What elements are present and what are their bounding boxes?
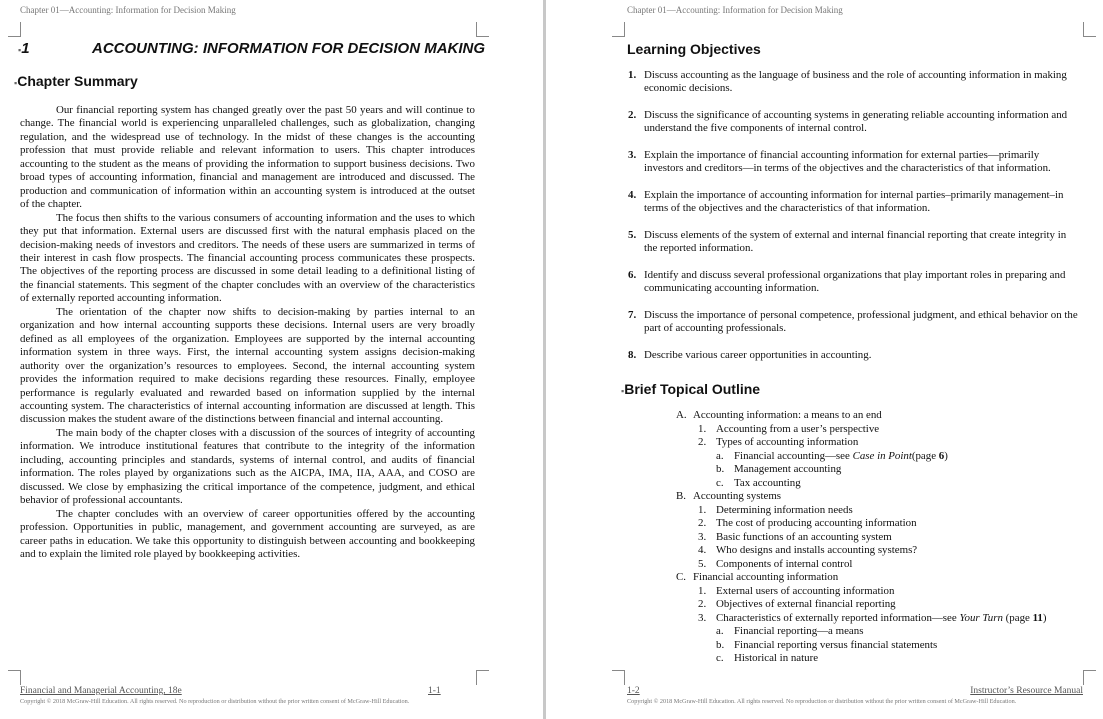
- outline-text: Basic functions of an accounting system: [716, 530, 892, 543]
- outline-item: [716, 639, 1096, 653]
- footer-page-number: 1-2: [627, 686, 640, 696]
- outline-label: 1.: [698, 584, 707, 597]
- topical-outline: [676, 409, 1096, 666]
- outline-item: [676, 490, 1096, 504]
- outline-text: Financial accounting—see: [734, 449, 853, 462]
- document-page-2[interactable]: [546, 0, 1103, 719]
- outline-page-text: (page: [1002, 611, 1033, 624]
- objective-item: [628, 149, 1078, 175]
- outline-item: [698, 544, 1096, 558]
- objective-item: [628, 309, 1078, 335]
- outline-label: 2.: [698, 436, 707, 448]
- crop-mark: [8, 670, 21, 685]
- crop-mark: [612, 22, 625, 37]
- outline-text: Characteristics of externally reported information—see: [716, 611, 960, 624]
- outline-label: 1.: [698, 422, 707, 435]
- outline-label: 3.: [698, 530, 707, 543]
- crop-mark: [1083, 22, 1096, 37]
- running-header: Chapter 01—Accounting: Information for Decision Making: [627, 5, 843, 15]
- summary-paragraph: The chapter concludes with an overview of career opportunities offered by the accounting profession. Opportunities in public, management, and government accounting are surveyed, as are career paths in education. We take this opportunity to distinguish between accounting and bookkeeping and to explain the limited role played by bookkeeping activities.: [20, 507, 475, 560]
- outline-text: Objectives of external financial reporting: [716, 598, 896, 610]
- outline-item: [716, 463, 1096, 477]
- outline-page-number: 6: [938, 449, 945, 462]
- objective-item: [628, 189, 1078, 215]
- learning-objectives-list: [628, 69, 1078, 376]
- copyright-notice: Copyright © 2018 McGraw-Hill Education. All rights reserved. No reproduction or distribution without the prior written consent of McGraw-Hill Education.: [20, 698, 410, 705]
- objective-number: 7.: [628, 309, 637, 321]
- outline-item: [716, 625, 1096, 639]
- outline-label: b.: [716, 463, 725, 475]
- footer-book-title: Financial and Managerial Accounting, 18e: [20, 686, 182, 696]
- outline-label: C.: [676, 571, 686, 583]
- outline-reference: Case in Point: [852, 449, 912, 462]
- outline-item: [716, 450, 1096, 464]
- objective-text: Discuss accounting as the language of business and the role of accounting information in making economic decisions.: [644, 69, 1067, 94]
- objective-text: Explain the importance of financial accounting information for external parties—primarily investors and creditors—in terms of the objectives and the characteristics of that information.: [644, 149, 1051, 174]
- outline-label: c.: [716, 652, 724, 664]
- summary-paragraph: The focus then shifts to the various consumers of accounting information and the uses to which they put that information. External users are discussed first with the natural emphasis placed on the decision-making needs of investors and creditors. The needs of these users are summarized in terms of their interest in cash flow prospects. The financial accounting process communicates these prospects. The objectives of the reporting process are discussed in some detail leading to a definitional listing of the financial statements. This segment of the chapter concludes with an overview of the characteristics of externally reported accounting information.: [20, 211, 475, 305]
- objective-item: [628, 349, 1078, 362]
- outline-close: ): [1042, 611, 1047, 624]
- outline-item: [676, 409, 1096, 423]
- chapter-title: ACCOUNTING: INFORMATION FOR DECISION MAKING: [92, 40, 486, 57]
- outline-label: A.: [676, 409, 687, 421]
- outline-item: [698, 585, 1096, 599]
- objective-item: [628, 69, 1078, 95]
- objective-item: [628, 109, 1078, 135]
- outline-text: The cost of producing accounting information: [716, 517, 917, 529]
- objective-item: [628, 269, 1078, 295]
- crop-mark: [476, 22, 489, 37]
- outline-item: [716, 652, 1096, 666]
- footer-manual-title: Instructor’s Resource Manual: [970, 686, 1083, 696]
- section-title-summary: ▪Chapter Summary: [14, 73, 138, 89]
- objective-item: [628, 229, 1078, 255]
- objective-number: 2.: [628, 109, 637, 121]
- objective-text: Discuss elements of the system of external and internal financial reporting that create integrity in the reported information.: [644, 229, 1067, 254]
- objective-text: Describe various career opportunities in accounting.: [644, 349, 872, 361]
- outline-text: Accounting information: a means to an end: [693, 409, 882, 421]
- objective-number: 4.: [628, 189, 637, 201]
- section-title-outline: ▪Brief Topical Outline: [621, 381, 761, 397]
- objective-number: 1.: [628, 69, 637, 81]
- outline-item: [698, 504, 1096, 518]
- outline-text: Historical in nature: [734, 652, 819, 664]
- summary-paragraph: The orientation of the chapter now shifts to decision-making by parties internal to an organization and how internal accounting supports these decisions. Internal users are very broadly defined as all employees of the organization. Employees are supported by the internal accounting information system in three ways. First, the internal accounting system assigns decision-making authority over the organization’s resources to employees. Second, the internal accounting system provides the information required to make decisions regarding these resources. Finally, employee performance is regularly evaluated and rewarded based on information supplied by the internal accounting system. The characteristics of internal accounting information are discussed at length. This discussion makes the student aware of the distinctions between financial and internal accounting.: [20, 305, 475, 426]
- outline-text: Determining information needs: [716, 503, 853, 516]
- outline-label: 1.: [698, 503, 707, 516]
- outline-item: [698, 436, 1096, 450]
- outline-text: Components of internal control: [716, 557, 853, 570]
- objective-number: 5.: [628, 229, 637, 241]
- chapter-summary-text[interactable]: [20, 104, 475, 561]
- outline-item: [698, 531, 1096, 545]
- outline-label: 4.: [698, 544, 707, 556]
- crop-mark: [476, 670, 489, 685]
- outline-label: 2.: [698, 598, 707, 610]
- objective-text: Discuss the importance of personal competence, professional judgment, and ethical behavior on the part of accounting professionals.: [644, 309, 1078, 334]
- section-title-objectives: Learning Objectives: [627, 41, 761, 57]
- objective-number: 6.: [628, 269, 637, 281]
- copyright-notice: Copyright © 2018 McGraw-Hill Education. All rights reserved. No reproduction or distribution without the prior written consent of McGraw-Hill Education.: [627, 698, 1017, 705]
- outline-item: [698, 598, 1096, 612]
- chapter-number: ▪1: [18, 40, 30, 57]
- outline-text: Financial accounting information: [693, 571, 839, 583]
- outline-item: [676, 571, 1096, 585]
- outline-page-number: 11: [1032, 611, 1043, 624]
- outline-item: [716, 477, 1096, 491]
- outline-item: [698, 517, 1096, 531]
- outline-text: Who designs and installs accounting systems?: [716, 544, 918, 556]
- footer-page-number: 1-1: [428, 686, 441, 696]
- outline-text: Types of accounting information: [716, 436, 859, 448]
- outline-label: B.: [676, 490, 686, 502]
- outline-text: Management accounting: [734, 463, 842, 475]
- outline-item: [698, 423, 1096, 437]
- outline-text: Financial reporting versus financial statements: [734, 638, 938, 651]
- objective-text: Discuss the significance of accounting systems in generating reliable accounting information and understand the five components of internal control.: [644, 109, 1068, 134]
- outline-label: b.: [716, 638, 725, 651]
- outline-label: 5.: [698, 557, 707, 570]
- outline-text: External users of accounting information: [716, 584, 895, 597]
- crop-mark: [1083, 670, 1096, 685]
- outline-text: Accounting from a user’s perspective: [716, 422, 880, 435]
- summary-paragraph: Our financial reporting system has changed greatly over the past 50 years and will continue to change. The financial world is experiencing unparalleled challenges, such as globalization, changing regulation, and the widespread use of technology. In the midst of these changes is the accounting profession that must provide reliable and relevant information to users. This chapter introduces accounting to the student as the means of providing the information to support business decisions. Two broad types of accounting information, financial and management are introduced and discussed. The production and communication of information within an accounting system is introduced at the outset of the chapter.: [20, 104, 475, 211]
- objective-number: 3.: [628, 149, 637, 161]
- outline-text: Accounting systems: [693, 490, 782, 502]
- crop-mark: [8, 22, 21, 37]
- outline-label: a.: [716, 625, 724, 637]
- outline-label: a.: [716, 449, 724, 462]
- outline-label: 2.: [698, 517, 707, 529]
- document-page-1[interactable]: [0, 0, 543, 719]
- running-header: Chapter 01—Accounting: Information for Decision Making: [20, 5, 236, 15]
- outline-item: [698, 612, 1096, 626]
- outline-close: ): [944, 449, 948, 462]
- outline-item: [698, 558, 1096, 572]
- outline-label: c.: [716, 476, 724, 489]
- outline-text: Financial reporting—a means: [734, 625, 864, 637]
- summary-paragraph: The main body of the chapter closes with a discussion of the sources of integrity of accounting information. We introduce institutional features that contribute to the integrity of the information including, accounting principles and standards, systems of internal control, and audits of financial information. The roles played by organizations such as the AICPA, IMA, IIA, AAA, and COSO are discussed. We close by emphasizing the critical importance of the competence, judgment, and ethical behavior of professional accountants.: [20, 426, 475, 507]
- outline-text: Tax accounting: [734, 476, 801, 489]
- outline-label: 3.: [698, 611, 707, 624]
- objective-number: 8.: [628, 349, 637, 361]
- crop-mark: [612, 670, 625, 685]
- objective-text: Explain the importance of accounting information for internal parties–primarily management–in terms of the objectives and the characteristics of that information.: [644, 189, 1064, 214]
- objective-text: Identify and discuss several professional organizations that play important roles in preparing and communicating accounting information.: [644, 269, 1066, 294]
- outline-reference: Your Turn: [959, 611, 1003, 624]
- outline-page-text: (page: [911, 449, 939, 462]
